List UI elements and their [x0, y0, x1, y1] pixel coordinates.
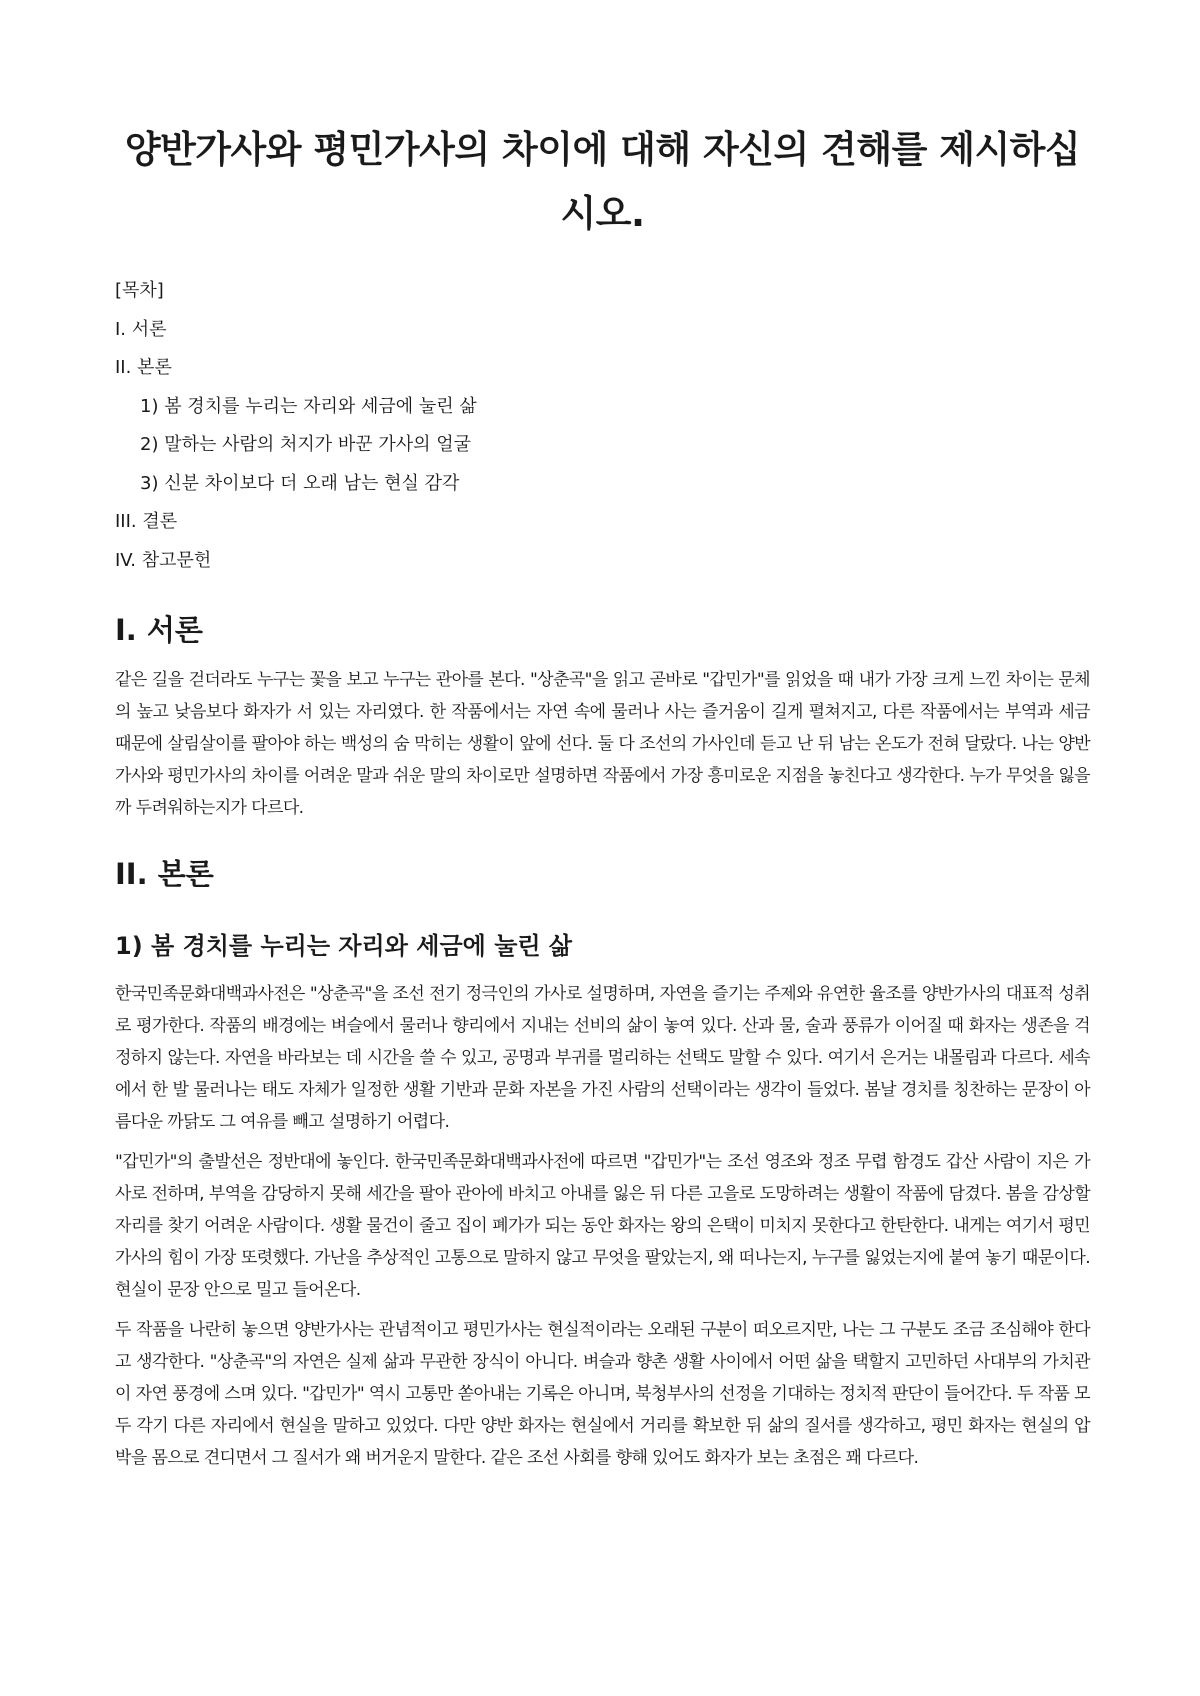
toc-item-body-sub1: 1) 봄 경치를 누리는 자리와 세금에 눌린 삶 — [140, 395, 477, 417]
toc-item-conclusion: III. 결론 — [115, 511, 178, 532]
intro-section — [115, 608, 1090, 824]
body-heading: II. 본론 — [115, 857, 214, 891]
body-sub1-paragraph-1: 한국민족문화대백과사전은 "상춘곡"을 조선 전기 정극인의 가사로 설명하며, 자연을 즐기는 주제와 유연한 율조를 양반가사의 대표적 성취로 평가한다. 작품의 배경에는 벼슬에서 물러나 향리에서 지내는 선비의 삶이 놓여 있다. 산과 물, 술과 풍류가 이어질 때 화자는 생존을 걱정하지 않는다. 자연을 바라보는 데 시간을 쓸 수 있고, 공명과 부귀를 멀리하는 선택도 말할 수 있다. 여기서 은거는 내몰림과 다르다. 세속에서 한 발 물러나는 태도 자체가 일정한 생활 기반과 문화 자본을 가진 사람의 선택이라는 생각이 들었다. 봄날 경치를 칭찬하는 문장이 아름다운 까닭도 그 여유를 빼고 설명하기 어렵다. — [115, 984, 1090, 1132]
body-sub1-paragraph-2: "갑민가"의 출발선은 정반대에 놓인다. 한국민족문화대백과사전에 따르면 "갑민가"는 조선 영조와 정조 무렵 함경도 갑산 사람이 지은 가사로 전하며, 부역을 감당하지 못해 세간을 팔아 관아에 바치고 아내를 잃은 뒤 다른 고을로 도망하려는 생활이 작품에 담겼다. 봄을 감상할 자리를 찾기 어려운 사람이다. 생활 물건이 줄고 집이 폐가가 되는 동안 화자는 왕의 은택이 미치지 못한다고 한탄한다. 내게는 여기서 평민가사의 힘이 가장 또렷했다. 가난을 추상적인 고통으로 말하지 않고 무엇을 팔았는지, 왜 떠나는지, 누구를 잃었는지에 붙여 놓기 때문이다. 현실이 문장 안으로 밀고 들어온다. — [115, 1152, 1090, 1300]
toc-label: [목차] — [115, 280, 164, 301]
document-page — [115, 0, 1090, 1482]
toc-item-body-sub2: 2) 말하는 사람의 처지가 바꾼 가사의 얼굴 — [140, 434, 472, 455]
toc-item-body: II. 본론 — [115, 357, 172, 378]
body-sub1-heading: 1) 봄 경치를 누리는 자리와 세금에 눌린 삶 — [115, 932, 573, 960]
intro-paragraph: 같은 길을 걷더라도 누구는 꽃을 보고 누구는 관아를 본다. "상춘곡"을 읽고 곧바로 "갑민가"를 읽었을 때 내가 가장 크게 느낀 차이는 문체의 높고 낮음보다 화자가 서 있는 자리였다. 한 작품에서는 자연 속에 물러나 사는 즐거움이 길게 펼쳐지고, 다른 작품에서는 부역과 세금 때문에 살림살이를 팔아야 하는 백성의 숨 막히는 생활이 앞에 선다. 둘 다 조선의 가사인데 듣고 난 뒤 남는 온도가 전혀 달랐다. 나는 양반가사와 평민가사의 차이를 어려운 말과 쉬운 말의 차이로만 설명하면 작품에서 가장 흥미로운 지점을 놓친다고 생각한다. 누가 무엇을 잃을까 두려워하는지가 다르다. — [115, 670, 1090, 818]
intro-heading: I. 서론 — [115, 613, 203, 647]
page-title: 양반가사와 평민가사의 차이에 대해 자신의 견해를 제시하십시오. — [124, 128, 1081, 235]
toc-item-body-sub3: 3) 신분 차이보다 더 오래 남는 현실 감각 — [140, 472, 460, 494]
toc-item-references: IV. 참고문헌 — [115, 549, 212, 571]
body-section — [115, 852, 1090, 1474]
body-sub1-paragraph-3: 두 작품을 나란히 놓으면 양반가사는 관념적이고 평민가사는 현실적이라는 오래된 구분이 떠오르지만, 나는 그 구분도 조금 조심해야 한다고 생각한다. "상춘곡"의 자연은 실제 삶과 무관한 장식이 아니다. 벼슬과 향촌 생활 사이에서 어떤 삶을 택할지 고민하던 사대부의 가치관이 자연 풍경에 스며 있다. "갑민가" 역시 고통만 쏟아내는 기록은 아니며, 북청부사의 선정을 기대하는 정치적 판단이 들어간다. 두 작품 모두 각기 다른 자리에서 현실을 말하고 있었다. 다만 양반 화자는 현실에서 거리를 확보한 뒤 삶의 질서를 생각하고, 평민 화자는 현실의 압박을 몸으로 견디면서 그 질서가 왜 버거운지 말한다. 같은 조선 사회를 향해 있어도 화자가 보는 초점은 꽤 다르다. — [115, 1320, 1090, 1468]
toc-item-intro: I. 서론 — [115, 318, 167, 340]
table-of-contents — [115, 272, 1090, 580]
